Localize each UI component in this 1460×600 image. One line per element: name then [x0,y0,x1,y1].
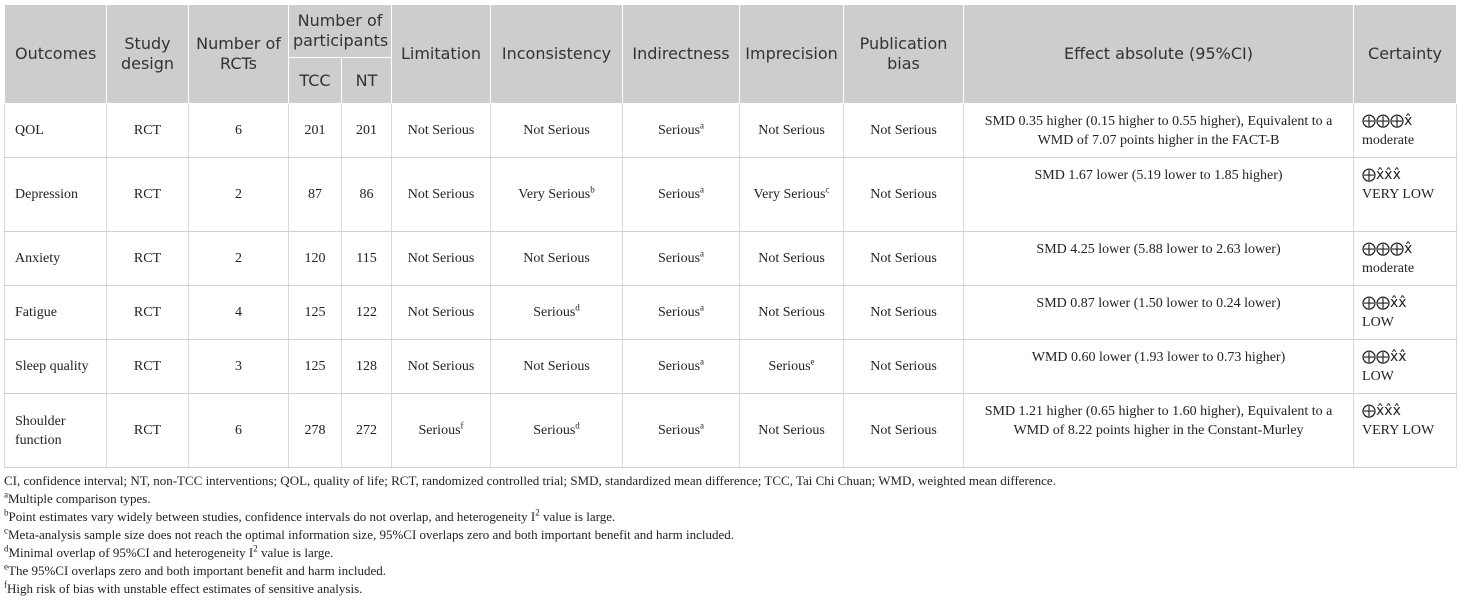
footnote-mark: d [4,543,9,554]
limitation-text: Not Serious [407,305,475,320]
cell-indirectness [623,394,740,468]
cell-limitation [392,158,491,232]
footnote-text: value is large. [539,509,616,524]
cell-outcome: Sleep quality [5,340,107,394]
cell-design: RCT [107,340,189,394]
header-indirectness: Indirectness [623,5,740,104]
cell-certainty [1354,104,1457,158]
cell-publication-bias: Not Serious [844,232,964,286]
cell-imprecision [740,286,844,340]
footnote-mark: a [700,302,705,313]
cell-publication-bias: Not Serious [844,286,964,340]
footnote-text: High risk of bias with unstable effect estimates of sensitive analysis. [7,581,363,596]
footnote-mark: c [4,525,8,536]
cell-design: RCT [107,286,189,340]
header-imprecision: Imprecision [740,5,844,104]
indirectness-text: Serious [658,359,701,374]
grade-evidence-table [4,4,1457,468]
cell-certainty [1354,394,1457,468]
cell-effect: SMD 1.67 lower (5.19 lower to 1.85 higher) [964,158,1354,232]
inconsistency-text: Very Serious [518,187,591,202]
footnote-mark: f [460,420,464,431]
cell-publication-bias: Not Serious [844,104,964,158]
cell-nt: 115 [342,232,392,286]
footnote-f [4,580,1456,598]
imprecision-text: Serious [768,359,811,374]
footnote-mark: a [4,489,8,500]
cell-tcc: 201 [289,104,342,158]
cell-inconsistency [491,104,623,158]
footnote-mark: b [4,507,9,518]
header-study-design: Study design [107,5,189,104]
cell-outcome: Anxiety [5,232,107,286]
header-certainty: Certainty [1354,5,1457,104]
header-nt: NT [342,58,392,104]
footnote-mark: f [4,579,7,590]
table-row [5,232,1457,286]
cell-publication-bias: Not Serious [844,394,964,468]
limitation-text: Not Serious [407,123,475,138]
cell-rcts: 6 [189,394,289,468]
footnote-mark: b [590,184,595,195]
cell-limitation [392,394,491,468]
table-row [5,158,1457,232]
footnote-text: value is large. [257,545,334,560]
cell-imprecision [740,104,844,158]
cell-inconsistency [491,232,623,286]
cell-inconsistency [491,340,623,394]
cell-rcts: 2 [189,232,289,286]
cell-effect: SMD 1.21 higher (0.65 higher to 1.60 higher), Equivalent to a WMD of 8.22 points higher in the Constant-Murley [964,394,1354,468]
cell-design: RCT [107,104,189,158]
header-tcc: TCC [289,58,342,104]
cell-rcts: 6 [189,104,289,158]
grade-evidence-table-container [4,4,1456,598]
cell-tcc: 125 [289,286,342,340]
footnote-a [4,490,1456,508]
inconsistency-text: Not Serious [523,359,590,374]
footnote-mark: d [575,302,580,313]
limitation-text: Not Serious [407,187,475,202]
certainty-symbols: ⨁⨁x̂x̂ [1362,349,1407,365]
cell-imprecision [740,340,844,394]
indirectness-text: Serious [658,423,701,438]
certainty-label: LOW [1362,315,1394,330]
imprecision-text: Not Serious [758,251,825,266]
inconsistency-text: Serious [533,423,576,438]
cell-imprecision [740,394,844,468]
cell-nt: 86 [342,158,392,232]
footnote-text: Point estimates vary widely between studies, confidence intervals do not overlap, and heterogeneity I [8,509,536,524]
footnote-mark: a [700,248,705,259]
cell-outcome: Fatigue [5,286,107,340]
cell-effect: SMD 0.87 lower (1.50 lower to 0.24 lower) [964,286,1354,340]
table-row [5,394,1457,468]
header-publication-bias: Publication bias [844,5,964,104]
cell-certainty [1354,340,1457,394]
cell-imprecision [740,232,844,286]
header-participants: Number of participants [289,5,392,58]
footnote-text: Minimal overlap of 95%CI and heterogeneity I [8,545,254,560]
cell-inconsistency [491,158,623,232]
certainty-symbols: ⨁⨁⨁x̂ [1362,241,1413,257]
table-row [5,286,1457,340]
cell-tcc: 87 [289,158,342,232]
header-effect: Effect absolute (95%CI) [964,5,1354,104]
cell-tcc: 278 [289,394,342,468]
table-footnotes [4,472,1456,598]
cell-effect: SMD 0.35 higher (0.15 higher to 0.55 higher), Equivalent to a WMD of 7.07 points higher in the FACT-B [964,104,1354,158]
inconsistency-text: Not Serious [523,123,590,138]
imprecision-text: Not Serious [758,423,825,438]
certainty-symbols: ⨁⨁x̂x̂ [1362,295,1407,311]
table-header [5,5,1457,104]
imprecision-text: Not Serious [758,305,825,320]
certainty-label: moderate [1362,261,1415,276]
cell-nt: 122 [342,286,392,340]
certainty-symbols: ⨁x̂x̂x̂ [1362,167,1401,183]
cell-indirectness [623,232,740,286]
cell-effect: WMD 0.60 lower (1.93 lower to 0.73 higher) [964,340,1354,394]
table-body [5,104,1457,468]
footnote-mark: d [575,420,580,431]
inconsistency-text: Serious [533,305,576,320]
header-inconsistency: Inconsistency [491,5,623,104]
cell-effect: SMD 4.25 lower (5.88 lower to 2.63 lower) [964,232,1354,286]
imprecision-text: Not Serious [758,123,825,138]
cell-limitation [392,232,491,286]
cell-inconsistency [491,286,623,340]
footnote-text: Multiple comparison types. [8,491,151,506]
cell-outcome: QOL [5,104,107,158]
certainty-symbols: ⨁⨁⨁x̂ [1362,113,1413,129]
cell-limitation [392,286,491,340]
cell-publication-bias: Not Serious [844,340,964,394]
cell-indirectness [623,104,740,158]
inconsistency-text: Not Serious [523,251,590,266]
cell-design: RCT [107,232,189,286]
imprecision-text: Very Serious [753,187,826,202]
cell-indirectness [623,340,740,394]
limitation-text: Not Serious [407,359,475,374]
table-row [5,104,1457,158]
cell-nt: 201 [342,104,392,158]
certainty-symbols: ⨁x̂x̂x̂ [1362,403,1401,419]
footnote-mark: a [700,120,705,131]
footnote-e [4,562,1456,580]
indirectness-text: Serious [658,305,701,320]
cell-limitation [392,104,491,158]
cell-certainty [1354,232,1457,286]
footnote-text: Meta-analysis sample size does not reach the optimal information size, 95%CI overlaps zero and both important benefit and harm included. [8,527,734,542]
limitation-text: Serious [418,423,461,438]
certainty-label: VERY LOW [1362,187,1435,202]
footnote-b [4,508,1456,526]
indirectness-text: Serious [658,187,701,202]
footnote-d [4,544,1456,562]
exponent: 2 [535,507,540,518]
certainty-label: LOW [1362,369,1394,384]
cell-limitation [392,340,491,394]
cell-publication-bias: Not Serious [844,158,964,232]
cell-tcc: 120 [289,232,342,286]
cell-rcts: 2 [189,158,289,232]
cell-certainty [1354,286,1457,340]
indirectness-text: Serious [658,123,701,138]
footnote-mark: e [4,561,8,572]
certainty-label: VERY LOW [1362,423,1435,438]
header-number-rcts: Number of RCTs [189,5,289,104]
footnote-mark: e [810,356,815,367]
footnote-mark: c [825,184,830,195]
cell-inconsistency [491,394,623,468]
cell-rcts: 4 [189,286,289,340]
footnote-c [4,526,1456,544]
exponent: 2 [253,543,258,554]
cell-certainty [1354,158,1457,232]
cell-design: RCT [107,158,189,232]
footnote-mark: a [700,356,705,367]
certainty-label: moderate [1362,133,1415,148]
cell-outcome: Shoulder function [5,394,107,468]
indirectness-text: Serious [658,251,701,266]
table-row [5,340,1457,394]
cell-tcc: 125 [289,340,342,394]
cell-outcome: Depression [5,158,107,232]
footnote-mark: a [700,420,705,431]
footnote-text: The 95%CI overlaps zero and both important benefit and harm included. [8,563,386,578]
cell-indirectness [623,158,740,232]
cell-imprecision [740,158,844,232]
limitation-text: Not Serious [407,251,475,266]
header-limitation: Limitation [392,5,491,104]
footnote-abbreviations: CI, confidence interval; NT, non-TCC interventions; QOL, quality of life; RCT, randomized controlled trial; SMD, standardized mean difference; TCC, Tai Chi Chuan; WMD, weighted mean difference. [4,473,1056,488]
footnote-mark: a [700,184,705,195]
cell-nt: 128 [342,340,392,394]
header-outcomes: Outcomes [5,5,107,104]
cell-design: RCT [107,394,189,468]
cell-indirectness [623,286,740,340]
cell-nt: 272 [342,394,392,468]
cell-rcts: 3 [189,340,289,394]
